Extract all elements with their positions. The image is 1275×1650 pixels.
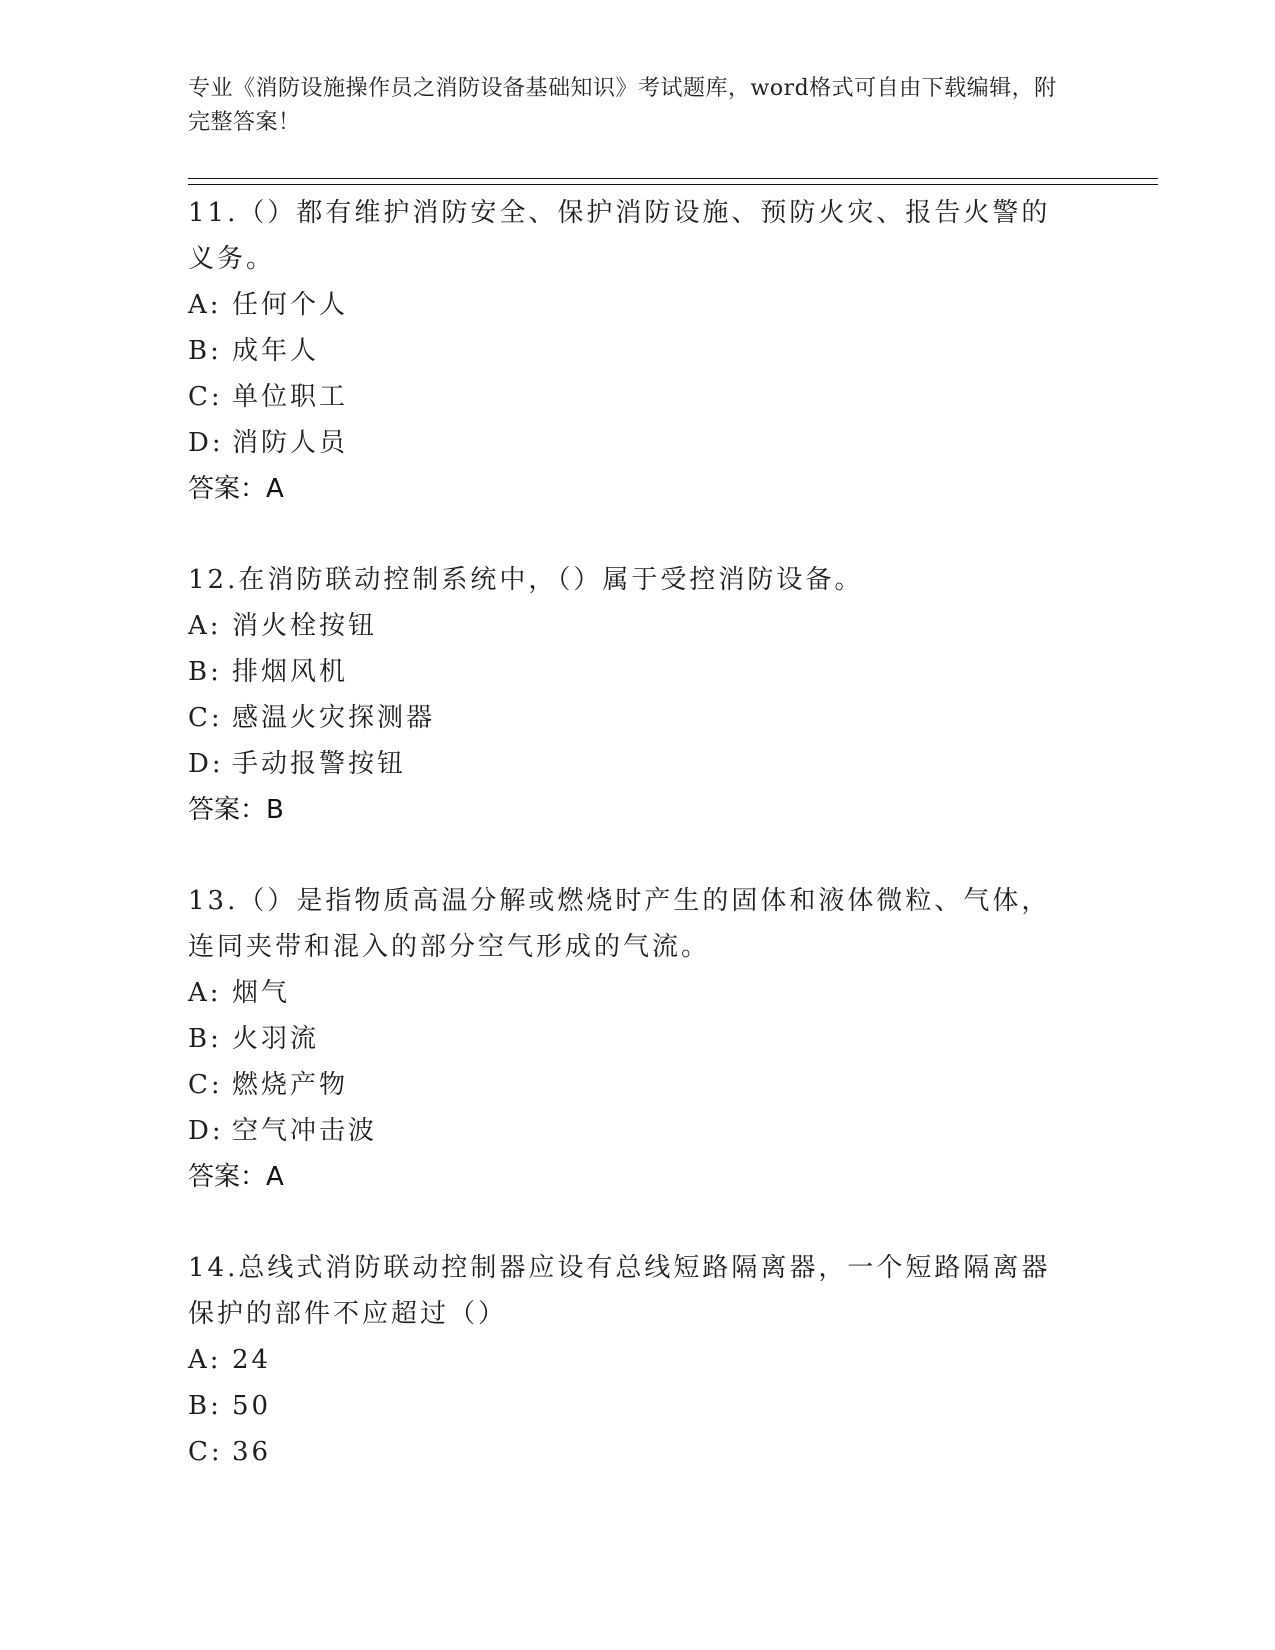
question-stem: 11.（）都有维护消防安全、保护消防设施、预防火灾、报告火警的义务。 [188,198,1051,274]
question-list [188,190,1068,1520]
option-text: 任何个人 [232,290,349,320]
document-header: 专业《消防设施操作员之消防设备基础知识》考试题库，word格式可自由下载编辑，附完整答案！ [188,76,1057,135]
option-key: C: [188,703,223,733]
answer-option [188,1337,1068,1383]
option-text: 感温火灾探测器 [232,703,436,733]
question-stem: 12.在消防联动控制系统中，（）属于受控消防设备。 [188,565,864,595]
answer-line: 答案：B [188,795,284,825]
answer-option [188,970,1068,1016]
question-item [188,1245,1068,1475]
option-key: A: [188,1345,222,1375]
answer-option [188,1108,1068,1154]
option-key: B: [188,1391,222,1421]
option-text: 手动报警按钮 [232,749,407,779]
option-text: 36 [232,1437,272,1467]
option-text: 排烟风机 [232,657,349,687]
option-key: B: [188,336,222,366]
answer-option [188,328,1068,374]
option-key: D: [188,1116,224,1146]
answer-line: 答案：A [188,1162,284,1192]
answer-option [188,374,1068,420]
header-divider-line-second [188,184,1158,185]
answer-option [188,420,1068,466]
answer-option [188,1383,1068,1429]
option-text: 空气冲击波 [232,1116,378,1146]
option-text: 单位职工 [232,382,349,412]
option-key: C: [188,382,223,412]
option-key: A: [188,978,222,1008]
option-text: 消防人员 [232,428,349,458]
option-text: 燃烧产物 [232,1070,349,1100]
option-key: B: [188,657,222,687]
answer-option [188,741,1068,787]
answer-line: 答案：A [188,474,284,504]
option-key: D: [188,428,224,458]
option-key: B: [188,1024,222,1054]
option-key: D: [188,749,224,779]
question-stem: 14.总线式消防联动控制器应设有总线短路隔离器，一个短路隔离器保护的部件不应超过（） [188,1253,1051,1329]
option-text: 消火栓按钮 [232,611,378,641]
option-text: 烟气 [232,978,291,1008]
option-text: 火羽流 [232,1024,320,1054]
answer-option [188,695,1068,741]
answer-option [188,282,1068,328]
option-key: A: [188,290,222,320]
option-key: C: [188,1437,223,1467]
question-item [188,878,1068,1200]
option-text: 成年人 [232,336,320,366]
option-text: 24 [232,1345,272,1375]
option-key: A: [188,611,222,641]
question-item [188,190,1068,512]
option-text: 50 [232,1391,272,1421]
question-stem: 13.（）是指物质高温分解或燃烧时产生的固体和液体微粒、气体，连同夹带和混入的部分空气形成的气流。 [188,886,1051,962]
answer-option [188,1016,1068,1062]
answer-option [188,1062,1068,1108]
header-divider-line [188,178,1158,179]
question-item [188,557,1068,833]
option-key: C: [188,1070,223,1100]
answer-option [188,649,1068,695]
answer-option [188,603,1068,649]
answer-option [188,1429,1068,1475]
